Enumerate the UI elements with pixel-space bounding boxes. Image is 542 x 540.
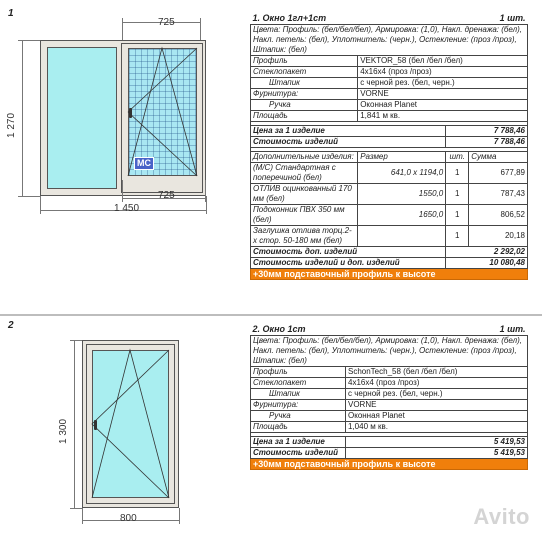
dim-total-width: 1 450 bbox=[114, 203, 140, 214]
extras-row: Подоконник ПВХ 350 мм (бел) 1650,0 1 806,52 bbox=[251, 205, 528, 226]
opening-lines-icon bbox=[128, 48, 197, 176]
mc-badge: MC bbox=[134, 157, 154, 170]
promo-banner: +30мм подставочный профиль к высоте bbox=[251, 459, 528, 470]
dim-inner-bottom: 725 bbox=[158, 190, 175, 201]
spec-table-1 bbox=[250, 13, 528, 280]
section-number: 1 bbox=[8, 8, 14, 19]
extras-row: (М/С) Стандартная с поперечиной (бел) 641,0 х 1194,0 1 677,89 bbox=[251, 163, 528, 184]
avito-watermark: Avito bbox=[473, 504, 530, 529]
spec-row: Профиль SchonTech_58 (бел /бел /бел) bbox=[251, 367, 528, 378]
item-title: 2. Окно 1ст bbox=[252, 324, 306, 334]
price-row: Цена за 1 изделие 5 419,53 bbox=[251, 437, 528, 448]
spec-row: Штапик с черной рез. (бел, черн.) bbox=[251, 389, 528, 400]
promo-banner: +30мм подставочный профиль к высоте bbox=[251, 269, 528, 280]
item-title: 1. Окно 1гл+1ст bbox=[252, 13, 327, 23]
dim-top-width: 725 bbox=[158, 17, 175, 28]
spec-row: Фурнитура: VORNE bbox=[251, 89, 528, 100]
spec-row: Штапик с черной рез. (бел, черн.) bbox=[251, 78, 528, 89]
total-row: Стоимость изделий и доп. изделий 10 080,48 bbox=[251, 258, 528, 269]
spec-row: Стеклопакет 4х16х4 (проз /проз) bbox=[251, 378, 528, 389]
spec-table-2 bbox=[250, 324, 528, 470]
colors-text: Цвета: Профиль: (бел/бел/бел), Армировка: (1,0), Накл. дренажа: (бел), Накл. петель: (бел), Уплотнитель: (черн.), Остекление: (проз /проз), Штапик: (бел) bbox=[251, 336, 528, 367]
fixed-glass bbox=[47, 47, 117, 189]
dim-height: 1 270 bbox=[6, 112, 17, 138]
section-divider bbox=[0, 314, 542, 316]
item-qty: 1 шт. bbox=[499, 13, 526, 23]
extras-row: Заглушка отлива торц.2-х стор. 50-180 мм (бел) 1 20,18 bbox=[251, 226, 528, 247]
spec-row: Ручка Оконная Planet bbox=[251, 100, 528, 111]
spec-row: Фурнитура: VORNE bbox=[251, 400, 528, 411]
spec-row: Стеклопакет 4х16х4 (проз /проз) bbox=[251, 67, 528, 78]
item-qty: 1 шт. bbox=[499, 324, 526, 334]
spec-row: Профиль VEKTOR_58 (бел /бел /бел) bbox=[251, 56, 528, 67]
spec-row: Ручка Оконная Planet bbox=[251, 411, 528, 422]
opening-lines-icon bbox=[92, 350, 169, 498]
price-row: Цена за 1 изделие 7 788,46 bbox=[251, 126, 528, 137]
spec-row: Площадь 1,040 м кв. bbox=[251, 422, 528, 433]
extras-header: Дополнительные изделия: Размер шт. Сумма bbox=[251, 152, 528, 163]
spec-row: Площадь 1,841 м кв. bbox=[251, 111, 528, 122]
extras-row: ОТЛИВ оцинкованный 170 мм (бел) 1550,0 1 787,43 bbox=[251, 184, 528, 205]
dim-height: 1 300 bbox=[58, 418, 69, 444]
cost-row: Стоимость изделий 7 788,46 bbox=[251, 137, 528, 148]
dim-width: 800 bbox=[120, 513, 137, 524]
cost-row: Стоимость изделий 5 419,53 bbox=[251, 448, 528, 459]
section-number: 2 bbox=[8, 320, 14, 331]
extras-cost-row: Стоимость доп. изделий 2 292,02 bbox=[251, 247, 528, 258]
colors-text: Цвета: Профиль: (бел/бел/бел), Армировка: (1,0), Накл. дренажа: (бел), Накл. петель: (бел), Уплотнитель: (черн.), Остекление: (проз /проз), Штапик: (бел) bbox=[251, 25, 528, 56]
